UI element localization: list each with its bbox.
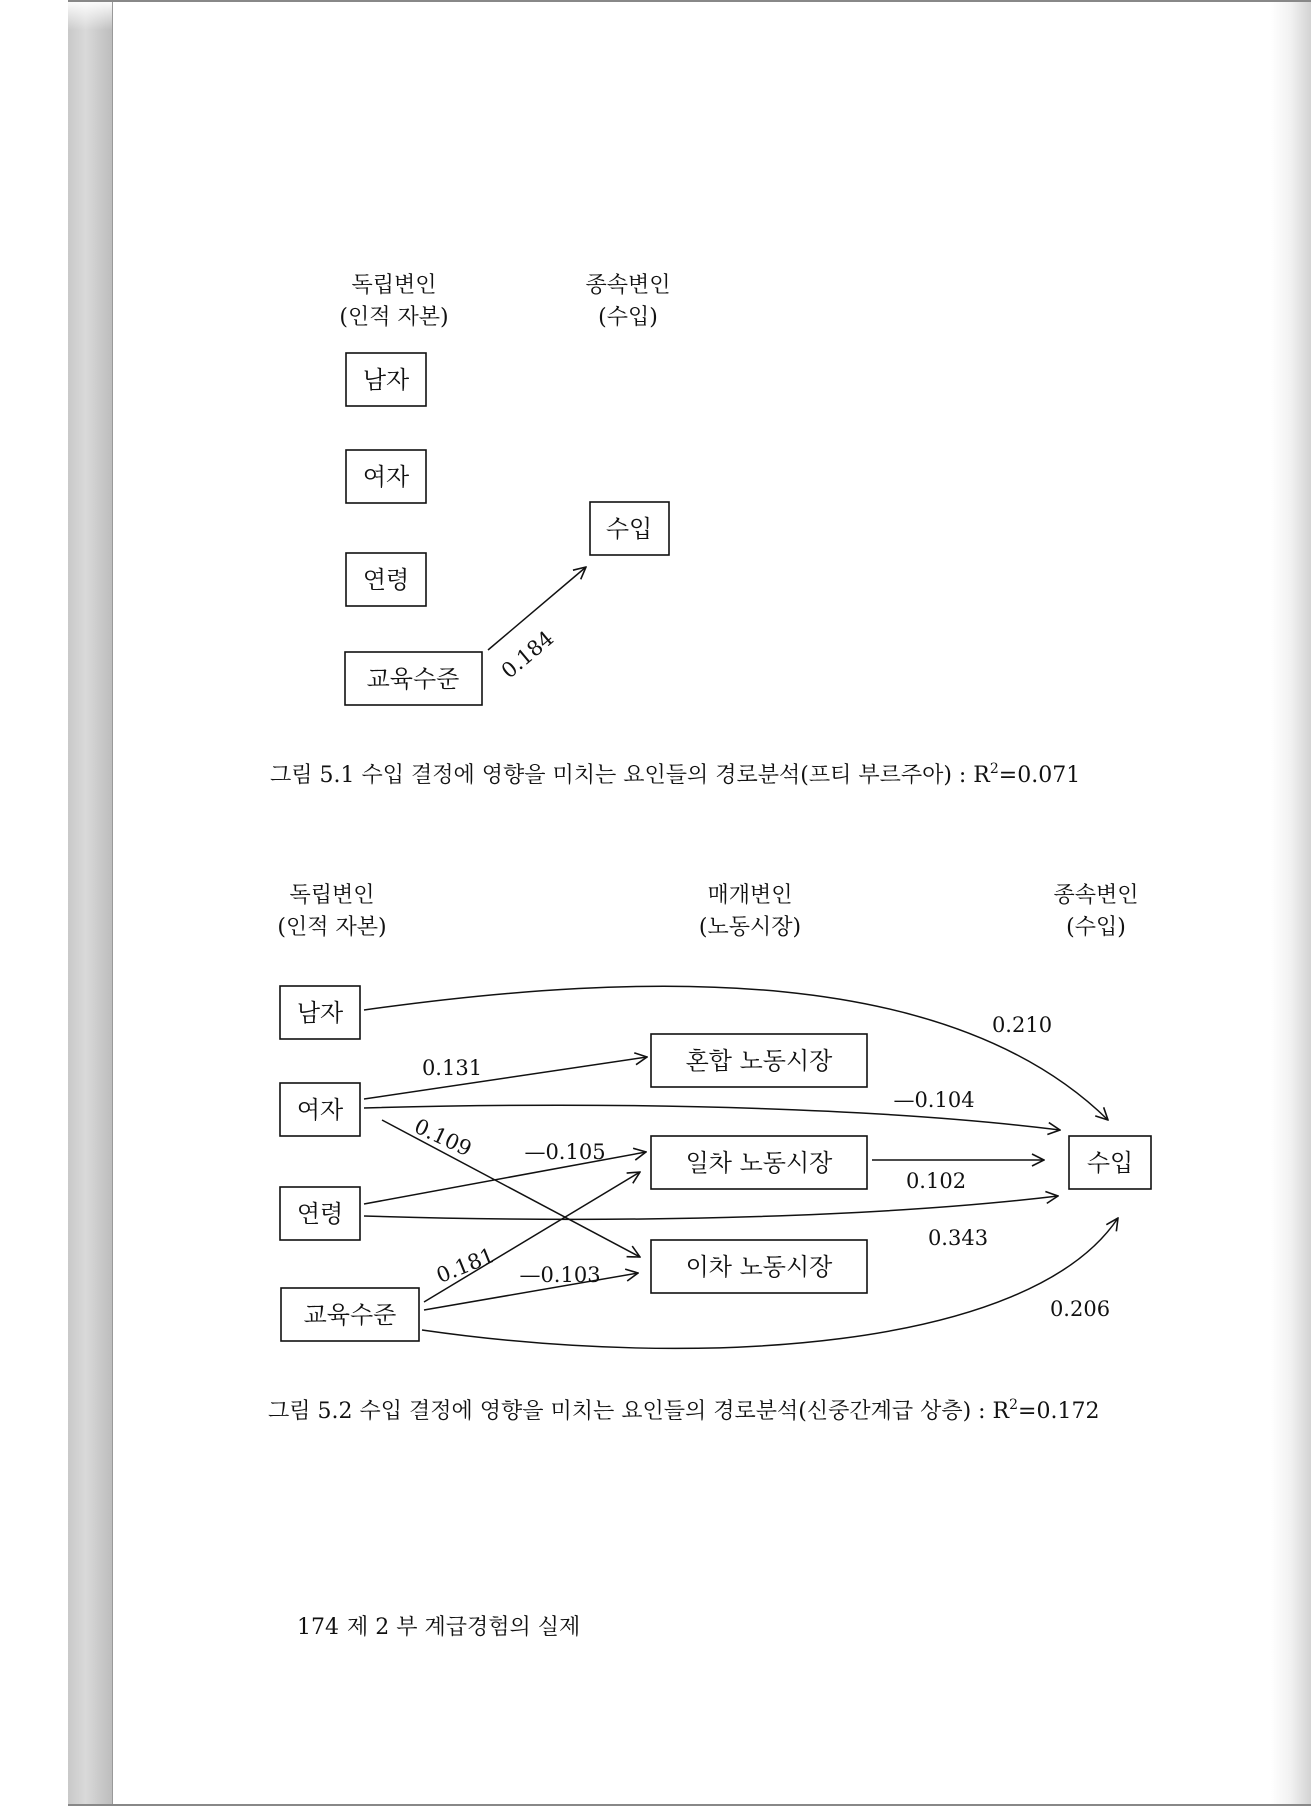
fig2-path-age-income: [364, 1196, 1058, 1219]
page-number: 174: [297, 1615, 339, 1640]
fig2-coef-male-income: 0.210: [991, 1013, 1053, 1037]
fig2-caption-main: 그림 5.2 수입 결정에 영향을 미치는 요인들의 경로분석(신중간계급 상층) : R: [268, 1399, 1010, 1424]
fig2-header-independent-sub: (인적 자본): [277, 915, 387, 940]
fig2-box-age-label: 연령: [296, 1200, 344, 1228]
fig2-coef-female-secondary: 0.109: [410, 1114, 476, 1162]
fig2-coef-edu-primary: 0.181: [433, 1243, 498, 1288]
fig1-header-independent-sub: (인적 자본): [339, 305, 449, 330]
fig2-header-independent-title: 독립변인: [289, 883, 375, 908]
fig2-path-female-mixed: [364, 1057, 647, 1099]
fig1-box-age-label: 연령: [362, 566, 410, 594]
fig2-header-mediator-title: 매개변인: [707, 883, 793, 908]
fig2-header-dependent-sub: (수입): [1066, 915, 1126, 940]
fig2-coef-female-mixed: 0.131: [421, 1056, 483, 1080]
fig2-header-mediator-sub: (노동시장): [698, 915, 802, 940]
fig1-header-dependent-title: 종속변인: [585, 273, 671, 298]
fig1-coef-edu-income: 0.184: [496, 626, 559, 684]
fig1-box-income-label: 수입: [605, 515, 653, 543]
running-footer: 제 2 부 계급경험의 실제: [347, 1615, 581, 1640]
fig2-box-secondary-market-label: 이차 노동시장: [685, 1253, 833, 1281]
fig2-caption-sup: 2: [1009, 1397, 1019, 1413]
fig1-caption-main: 그림 5.1 수입 결정에 영향을 미치는 요인들의 경로분석(프티 부르주아) : R: [270, 763, 990, 788]
fig2-box-female-label: 여자: [296, 1096, 344, 1124]
fig2-box-male-label: 남자: [296, 999, 344, 1027]
fig1-caption: [270, 761, 1080, 788]
fig1-box-male-label: 남자: [362, 366, 410, 394]
fig1-box-female-label: 여자: [362, 463, 410, 491]
figure-5-2: [268, 883, 1151, 1424]
fig2-box-mixed-market-label: 혼합 노동시장: [685, 1047, 833, 1075]
page-footer: [297, 1615, 580, 1640]
fig2-box-education-label: 교육수준: [303, 1301, 397, 1329]
fig2-caption: [268, 1397, 1099, 1424]
fig2-caption-tail: =0.172: [1018, 1399, 1100, 1424]
fig2-box-primary-market-label: 일차 노동시장: [685, 1149, 833, 1177]
fig2-coef-primary-income: 0.102: [905, 1169, 967, 1193]
fig1-box-education-label: 교육수준: [366, 665, 460, 693]
fig2-coef-age-income: 0.343: [927, 1226, 989, 1250]
fig1-caption-sup: 2: [989, 761, 999, 777]
fig2-coef-age-primary: —0.105: [524, 1140, 606, 1164]
figure-5-1: [270, 273, 1080, 788]
fig2-header-dependent-title: 종속변인: [1053, 883, 1139, 908]
fig1-caption-tail: =0.071: [998, 763, 1081, 788]
fig2-coef-female-income: —0.104: [893, 1088, 975, 1112]
fig1-header-independent-title: 독립변인: [351, 273, 437, 298]
fig2-coef-edu-income: 0.206: [1049, 1297, 1111, 1321]
fig2-box-income-label: 수입: [1086, 1149, 1134, 1177]
fig1-header-dependent-sub: (수입): [598, 305, 658, 330]
fig2-coef-edu-secondary: —0.103: [519, 1263, 601, 1287]
